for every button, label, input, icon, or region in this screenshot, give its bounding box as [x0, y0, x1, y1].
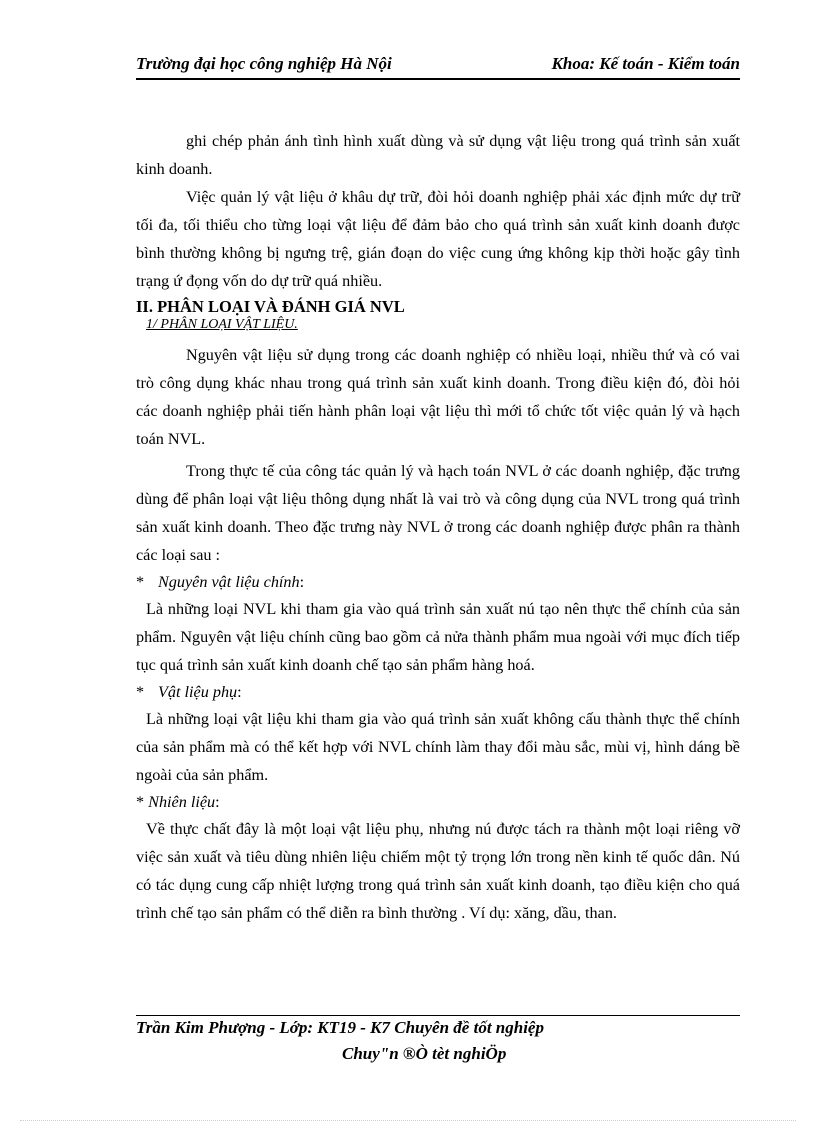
bullet-heading	[136, 789, 740, 815]
footer-author: Trần Kim Phượng - Lớp: KT19 - K7 Chuyên đề tốt nghiệp	[136, 1018, 544, 1037]
bullet-star: *	[136, 793, 145, 811]
page-bottom-divider	[20, 1120, 796, 1121]
subsection-title: 1/ PHÂN LOẠI VẬT LIỆU.	[146, 317, 298, 332]
bullet-colon: :	[237, 683, 242, 701]
footer-title-garbled: Chuy"n ®Ò tèt nghiÖp	[342, 1044, 507, 1063]
paragraph: Việc quản lý vật liệu ở khâu dự trữ, đòi hỏi doanh nghiệp phải xác định mức dự trữ tối đa, tối thiểu cho từng loại vật liệu để đảm bảo cho quá trình sản xuất kinh doanh được bình thường không bị ngưng trệ, gián đoạn do việc cung ứng không kịp thời hoặc gây tình trạng ứ đọng vốn do dự trữ quá nhiều.	[136, 188, 740, 290]
page-footer	[136, 1015, 740, 1063]
bullet-heading	[136, 679, 740, 705]
paragraph: Trong thực tế của công tác quản lý và hạch toán NVL ở các doanh nghiệp, đặc trưng dùng để phân loại vật liệu thông dụng nhất là vai trò và công dụng của NVL trong quá trình sản xuất kinh doanh. Theo đặc trưng này NVL ở trong các doanh nghiệp được phân ra thành các loại sau :	[136, 462, 740, 564]
paragraph: Là những loại NVL khi tham gia vào quá trình sản xuất nú tạo nên thực thể chính của sản phẩm. Nguyên vật liệu chính cũng bao gồm cả nửa thành phẩm mua ngoài với mục đích tiếp tục quá trình sản xuất kinh doanh chế tạo sản phẩm hàng hoá.	[136, 600, 740, 674]
bullet-star: *	[136, 573, 145, 591]
paragraph: Là những loại vật liệu khi tham gia vào quá trình sản xuất không cấu thành thực thể chính của sản phẩm mà có thể kết hợp với NVL chính làm thay đổi màu sắc, mùi vị, hình dáng bề ngoài của sản phẩm.	[136, 710, 740, 784]
paragraph: ghi chép phản ánh tình hình xuất dùng và sử dụng vật liệu trong quá trình sản xuất kinh doanh.	[136, 132, 740, 178]
bullet-star: *	[136, 683, 145, 701]
document-body	[136, 127, 740, 927]
bullet-label: Nguyên vật liệu chính	[158, 573, 300, 591]
page-header	[136, 52, 740, 80]
bullet-colon: :	[299, 573, 305, 591]
paragraph: Nguyên vật liệu sử dụng trong các doanh nghiệp có nhiều loại, nhiều thứ và có vai trò công dụng khác nhau trong quá trình sản xuất kinh doanh. Trong điều kiện đó, đòi hỏi các doanh nghiệp phải tiến hành phân loại vật liệu thì mới tổ chức tốt việc quản lý và hạch toán NVL.	[136, 346, 740, 448]
paragraph: Về thực chất đây là một loại vật liệu phụ, nhưng nú được tách ra thành một loại riêng vỡ việc sản xuất và tiêu dùng nhiên liệu chiếm một tỷ trọng lớn trong nền kinh tế quốc dân. Nú có tác dụng cung cấp nhiệt lượng trong quá trình sản xuất kinh doanh, tạo điều kiện cho quá trình chế tạo sản phẩm có thể diễn ra bình thường . Ví dụ: xăng, dầu, than.	[136, 820, 740, 922]
bullet-heading	[136, 569, 740, 595]
bullet-label: Nhiên liệu	[148, 793, 216, 811]
header-faculty: Khoa: Kế toán - Kiểm toán	[551, 54, 740, 73]
bullet-label: Vật liệu phụ	[158, 683, 238, 701]
section-title: II. PHÂN LOẠI VÀ ĐÁNH GIÁ NVL	[136, 297, 405, 316]
bullet-colon: :	[215, 793, 220, 811]
header-school: Trường đại học công nghiệp Hà Nội	[136, 54, 392, 73]
